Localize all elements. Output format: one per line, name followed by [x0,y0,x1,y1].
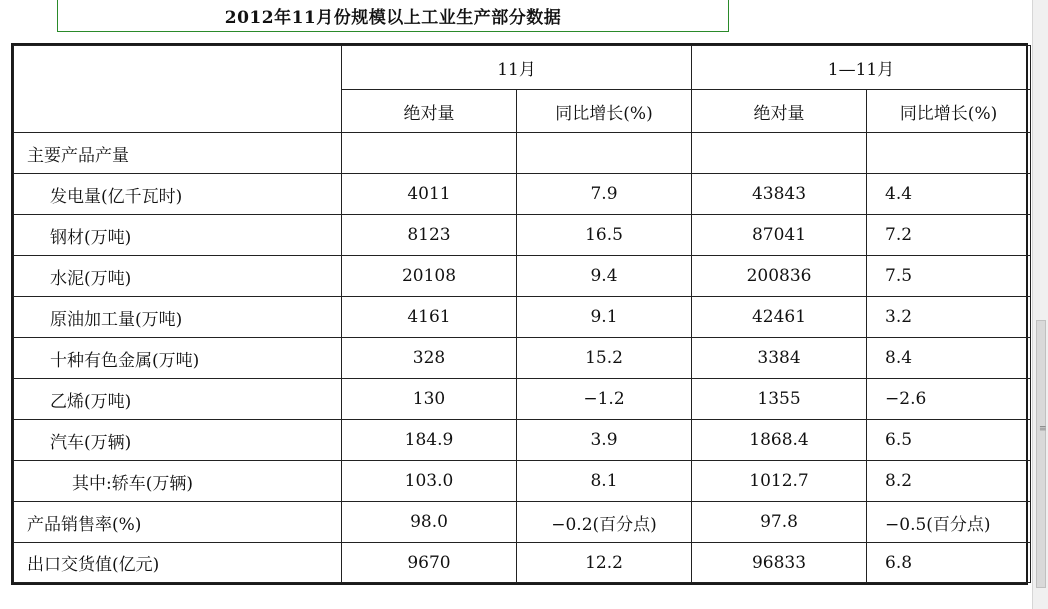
nov-yoy: 9.4 [517,256,692,297]
nov-abs: 184.9 [342,420,517,461]
table-row [14,461,1031,502]
nov-abs: 8123 [342,215,517,256]
empty-cell [517,133,692,174]
ytd-yoy: 6.8 [867,543,1031,583]
table-row-export-value [14,543,1031,583]
header-period-ytd: 1—11月 [692,46,1031,90]
row-name: 出口交货值(亿元) [14,543,342,583]
ytd-abs: 200836 [692,256,867,297]
nov-yoy: −0.2(百分点) [517,502,692,543]
nov-yoy: 8.1 [517,461,692,502]
ytd-abs: 87041 [692,215,867,256]
table-row [14,215,1031,256]
nov-yoy: 16.5 [517,215,692,256]
section-row [14,133,1031,174]
ytd-abs: 1012.7 [692,461,867,502]
nov-yoy: 15.2 [517,338,692,379]
scroll-grip-icon: ≡ [1039,424,1047,434]
empty-cell [867,133,1031,174]
nov-abs: 98.0 [342,502,517,543]
ytd-yoy: 8.2 [867,461,1031,502]
table-row [14,338,1031,379]
nov-yoy: −1.2 [517,379,692,420]
nov-yoy: 9.1 [517,297,692,338]
data-table-frame [11,43,1028,585]
header-nov-yoy: 同比增长(%) [517,90,692,133]
nov-abs: 9670 [342,543,517,583]
header-ytd-abs: 绝对量 [692,90,867,133]
row-name: 其中:轿车(万辆) [14,461,342,502]
row-name: 产品销售率(%) [14,502,342,543]
ytd-yoy: −0.5(百分点) [867,502,1031,543]
row-name: 发电量(亿千瓦时) [14,174,342,215]
nov-abs: 20108 [342,256,517,297]
ytd-abs: 43843 [692,174,867,215]
header-row-periods [14,46,1031,90]
data-table [13,45,1031,583]
ytd-yoy: 6.5 [867,420,1031,461]
row-name: 十种有色金属(万吨) [14,338,342,379]
ytd-abs: 96833 [692,543,867,583]
ytd-yoy: 7.2 [867,215,1031,256]
nov-yoy: 3.9 [517,420,692,461]
nov-abs: 130 [342,379,517,420]
row-name: 原油加工量(万吨) [14,297,342,338]
ytd-yoy: −2.6 [867,379,1031,420]
ytd-yoy: 4.4 [867,174,1031,215]
ytd-yoy: 7.5 [867,256,1031,297]
row-name: 乙烯(万吨) [14,379,342,420]
ytd-abs: 1868.4 [692,420,867,461]
table-row [14,297,1031,338]
header-nov-abs: 绝对量 [342,90,517,133]
table-row [14,256,1031,297]
table-row [14,174,1031,215]
empty-cell [692,133,867,174]
header-period-nov: 11月 [342,46,692,90]
table-row [14,420,1031,461]
nov-abs: 4011 [342,174,517,215]
row-name: 水泥(万吨) [14,256,342,297]
table-row [14,379,1031,420]
nov-yoy: 12.2 [517,543,692,583]
header-ytd-yoy: 同比增长(%) [867,90,1031,133]
empty-cell [342,133,517,174]
nov-abs: 328 [342,338,517,379]
table-row-sales-rate [14,502,1031,543]
ytd-abs: 3384 [692,338,867,379]
header-corner [14,46,342,133]
ytd-abs: 42461 [692,297,867,338]
ytd-yoy: 3.2 [867,297,1031,338]
vertical-scrollbar[interactable] [1032,0,1048,609]
row-name: 钢材(万吨) [14,215,342,256]
ytd-abs: 1355 [692,379,867,420]
ytd-abs: 97.8 [692,502,867,543]
ytd-yoy: 8.4 [867,338,1031,379]
nov-yoy: 7.9 [517,174,692,215]
row-name: 汽车(万辆) [14,420,342,461]
nov-abs: 4161 [342,297,517,338]
section-label: 主要产品产量 [14,133,342,174]
nov-abs: 103.0 [342,461,517,502]
table-title: 2012年11月份规模以上工业生产部分数据 [57,0,729,32]
scrollbar-thumb[interactable] [1036,320,1046,588]
